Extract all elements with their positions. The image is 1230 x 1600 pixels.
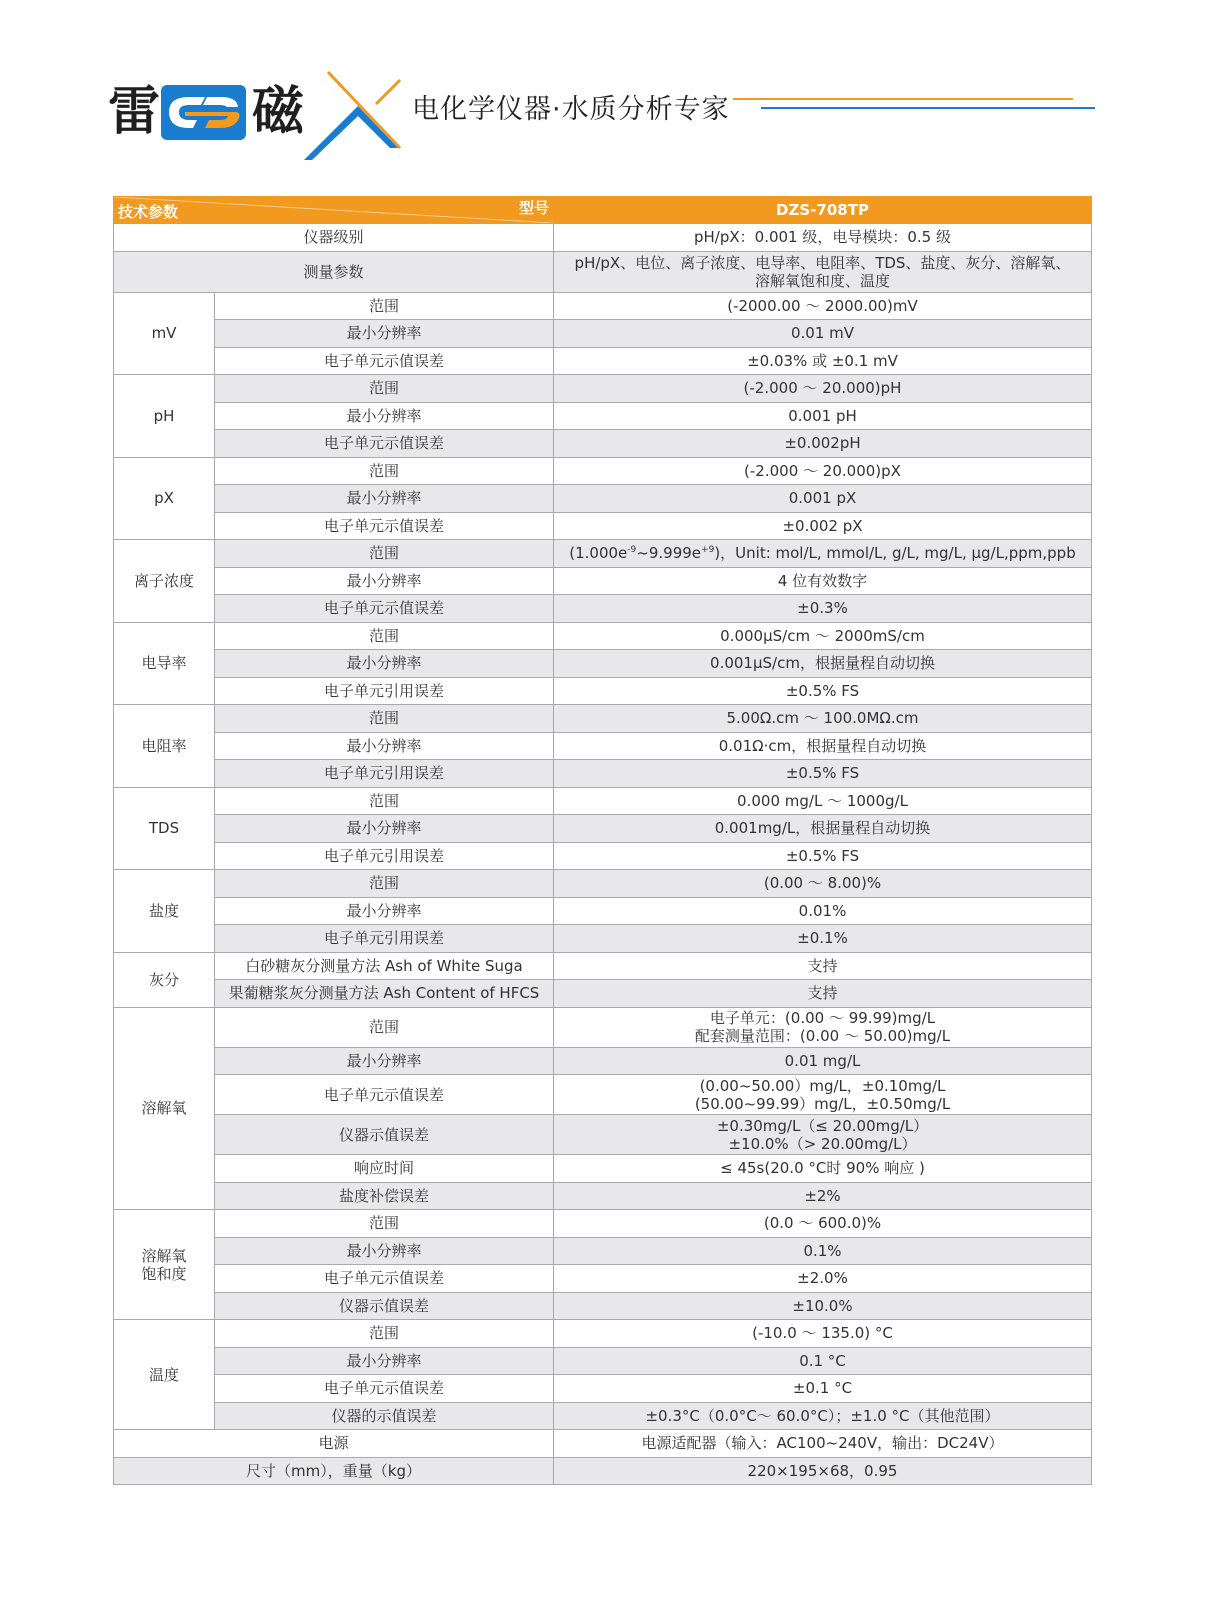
table-row [114, 1265, 1092, 1293]
ion-range-exp-min: -9 [627, 545, 637, 556]
param-label: 电子单元示值误差 [215, 1075, 554, 1115]
param-value: 0.000μS/cm ～ 2000mS/cm [554, 622, 1092, 650]
page-header [0, 0, 1230, 180]
table-row [114, 760, 1092, 788]
param-value: 5.00Ω.cm ～ 100.0MΩ.cm [554, 705, 1092, 733]
table-row [114, 1237, 1092, 1265]
category-label: 灰分 [114, 952, 215, 1007]
param-value [554, 540, 1092, 568]
param-label: 电子单元示值误差 [215, 595, 554, 623]
category-label: pX [114, 457, 215, 540]
table-row [114, 457, 1092, 485]
param-value: (-2000.00 ～ 2000.00)mV [554, 292, 1092, 320]
param-label: 电子单元引用误差 [215, 842, 554, 870]
table-row [114, 1347, 1092, 1375]
param-label: 最小分辨率 [215, 402, 554, 430]
param-label: 范围 [215, 1007, 554, 1047]
ion-range-part-b: ~9.999e [636, 544, 702, 563]
table-row [114, 1292, 1092, 1320]
category-label: 电阻率 [114, 705, 215, 788]
table-row [114, 512, 1092, 540]
param-label: 白砂糖灰分测量方法 Ash of White Suga [215, 952, 554, 980]
table-row [114, 1115, 1092, 1155]
param-value: (0.00 ～ 8.00)% [554, 870, 1092, 898]
row-label: 尺寸（mm），重量（kg） [114, 1457, 554, 1485]
decorative-line [733, 96, 1095, 112]
param-label: 范围 [215, 705, 554, 733]
param-value: 支持 [554, 980, 1092, 1008]
table-row [114, 815, 1092, 843]
brand-char-ci: 磁 [252, 82, 305, 142]
table-row [114, 292, 1092, 320]
table-row [114, 1402, 1092, 1430]
table-row [114, 402, 1092, 430]
param-value: ±0.30mg/L（≤ 20.00mg/L） ±10.0%（> 20.00mg/L） [554, 1115, 1092, 1155]
table-row [114, 1430, 1092, 1458]
param-label: 盐度补偿误差 [215, 1182, 554, 1210]
param-label: 最小分辨率 [215, 897, 554, 925]
param-value: ±10.0% [554, 1292, 1092, 1320]
param-label: 仪器的示值误差 [215, 1402, 554, 1430]
param-value: (-10.0 ～ 135.0) °C [554, 1320, 1092, 1348]
table-row [114, 320, 1092, 348]
param-value: ≤ 45s(20.0 °C时 90% 响应 ) [554, 1155, 1092, 1183]
param-label: 最小分辨率 [215, 1237, 554, 1265]
param-label: 范围 [215, 787, 554, 815]
param-label: 响应时间 [215, 1155, 554, 1183]
category-label: pH [114, 375, 215, 458]
row-value: 220×195×68，0.95 [554, 1457, 1092, 1485]
table-row [114, 1375, 1092, 1403]
table-row [114, 952, 1092, 980]
param-value: ±2% [554, 1182, 1092, 1210]
param-value: (0.0 ～ 600.0)% [554, 1210, 1092, 1238]
param-label: 范围 [215, 540, 554, 568]
category-label: mV [114, 292, 215, 375]
brand-char-lei: 雷 [108, 82, 161, 142]
table-row [114, 925, 1092, 953]
table-row [114, 540, 1092, 568]
ion-range-part-a: (1.000e [569, 544, 628, 563]
table-row [114, 1155, 1092, 1183]
param-label: 电子单元引用误差 [215, 925, 554, 953]
row-label: 仪器级别 [114, 224, 554, 252]
leici-logo-icon [161, 85, 246, 140]
param-value: 0.001mg/L，根据量程自动切换 [554, 815, 1092, 843]
table-row [114, 224, 1092, 252]
param-label: 最小分辨率 [215, 732, 554, 760]
param-value: 4 位有效数字 [554, 567, 1092, 595]
table-row [114, 1182, 1092, 1210]
param-value: 0.01Ω·cm，根据量程自动切换 [554, 732, 1092, 760]
param-label: 范围 [215, 457, 554, 485]
slogan: 电化学仪器·水质分析专家 [412, 94, 730, 125]
table-row [114, 787, 1092, 815]
table-row [114, 870, 1092, 898]
param-value: ±0.002pH [554, 430, 1092, 458]
param-label: 最小分辨率 [215, 567, 554, 595]
table-header-row [114, 197, 1092, 224]
param-value: (0.00~50.00）mg/L，±0.10mg/L (50.00~99.99）mg/L，±0.50mg/L [554, 1075, 1092, 1115]
param-value: 0.01% [554, 897, 1092, 925]
param-value: 0.000 mg/L ～ 1000g/L [554, 787, 1092, 815]
table-row [114, 1457, 1092, 1485]
table-row [114, 732, 1092, 760]
param-label: 最小分辨率 [215, 1047, 554, 1075]
table-row [114, 567, 1092, 595]
param-label: 电子单元示值误差 [215, 1265, 554, 1293]
header-model-value: DZS-708TP [554, 197, 1092, 224]
param-label: 范围 [215, 1210, 554, 1238]
table-row [114, 705, 1092, 733]
row-value: 电源适配器（输入：AC100~240V，输出：DC24V） [554, 1430, 1092, 1458]
param-label: 范围 [215, 375, 554, 403]
param-value: 0.01 mg/L [554, 1047, 1092, 1075]
row-value: pH/pX、电位、离子浓度、电导率、电阻率、TDS、盐度、灰分、溶解氧、 溶解氧饱和度、温度 [554, 251, 1092, 292]
table-row [114, 595, 1092, 623]
param-value: ±0.1% [554, 925, 1092, 953]
param-label: 范围 [215, 870, 554, 898]
param-label: 电子单元示值误差 [215, 430, 554, 458]
param-value: (-2.000 ～ 20.000)pH [554, 375, 1092, 403]
table-row [114, 1047, 1092, 1075]
ion-range-exp-max: +9 [701, 545, 715, 556]
row-label: 电源 [114, 1430, 554, 1458]
param-value: ±0.3% [554, 595, 1092, 623]
param-value: ±0.3°C（0.0°C～ 60.0°C）；±1.0 °C（其他范围） [554, 1402, 1092, 1430]
param-value: ±0.5% FS [554, 842, 1092, 870]
header-model-label: 型号 [518, 199, 549, 217]
param-label: 仪器示值误差 [215, 1115, 554, 1155]
param-label: 最小分辨率 [215, 650, 554, 678]
param-value: ±2.0% [554, 1265, 1092, 1293]
table-row [114, 251, 1092, 292]
param-label: 最小分辨率 [215, 1347, 554, 1375]
table-row [114, 677, 1092, 705]
param-value: 0.1 °C [554, 1347, 1092, 1375]
param-label: 电子单元示值误差 [215, 347, 554, 375]
category-label: 溶解氧 [114, 1007, 215, 1210]
param-label: 最小分辨率 [215, 485, 554, 513]
table-row [114, 897, 1092, 925]
param-value: 电子单元：(0.00 ～ 99.99)mg/L 配套测量范围：(0.00 ～ 50.00)mg/L [554, 1007, 1092, 1047]
param-value: 0.001μS/cm，根据量程自动切换 [554, 650, 1092, 678]
header-corner-cell [114, 197, 554, 224]
table-row [114, 842, 1092, 870]
param-value: 0.001 pH [554, 402, 1092, 430]
param-label: 电子单元示值误差 [215, 512, 554, 540]
category-label: 温度 [114, 1320, 215, 1430]
param-value: 0.1% [554, 1237, 1092, 1265]
table-row [114, 622, 1092, 650]
table-row [114, 485, 1092, 513]
spec-table [113, 196, 1092, 1485]
category-label: 盐度 [114, 870, 215, 953]
category-label: 离子浓度 [114, 540, 215, 623]
param-value: 0.01 mV [554, 320, 1092, 348]
param-label: 电子单元引用误差 [215, 677, 554, 705]
param-value: ±0.1 °C [554, 1375, 1092, 1403]
param-value: (-2.000 ～ 20.000)pX [554, 457, 1092, 485]
param-value: ±0.002 pX [554, 512, 1092, 540]
table-row [114, 430, 1092, 458]
param-label: 范围 [215, 622, 554, 650]
table-row [114, 347, 1092, 375]
diagonal-divider [114, 197, 553, 223]
param-label: 最小分辨率 [215, 815, 554, 843]
param-label: 仪器示值误差 [215, 1292, 554, 1320]
ion-range-part-c: )，Unit: mol/L, mmol/L, g/L, mg/L, μg/L,ppm,ppb [714, 544, 1076, 563]
table-row [114, 980, 1092, 1008]
param-value: ±0.03% 或 ±0.1 mV [554, 347, 1092, 375]
param-label: 范围 [215, 1320, 554, 1348]
category-label: TDS [114, 787, 215, 870]
category-label: 溶解氧 饱和度 [114, 1210, 215, 1320]
x-mark-icon [300, 68, 410, 163]
param-label: 电子单元引用误差 [215, 760, 554, 788]
param-value: ±0.5% FS [554, 760, 1092, 788]
row-label: 测量参数 [114, 251, 554, 292]
category-label: 电导率 [114, 622, 215, 705]
table-row [114, 1075, 1092, 1115]
param-label: 果葡糖浆灰分测量方法 Ash Content of HFCS [215, 980, 554, 1008]
header-param-label: 技术参数 [118, 203, 179, 221]
param-value: ±0.5% FS [554, 677, 1092, 705]
param-value: 支持 [554, 952, 1092, 980]
table-row [114, 1007, 1092, 1047]
table-row [114, 1320, 1092, 1348]
param-value: 0.001 pX [554, 485, 1092, 513]
table-row [114, 650, 1092, 678]
param-label: 电子单元示值误差 [215, 1375, 554, 1403]
row-value: pH/pX：0.001 级，电导模块：0.5 级 [554, 224, 1092, 252]
table-row [114, 1210, 1092, 1238]
param-label: 范围 [215, 292, 554, 320]
table-row [114, 375, 1092, 403]
param-label: 最小分辨率 [215, 320, 554, 348]
